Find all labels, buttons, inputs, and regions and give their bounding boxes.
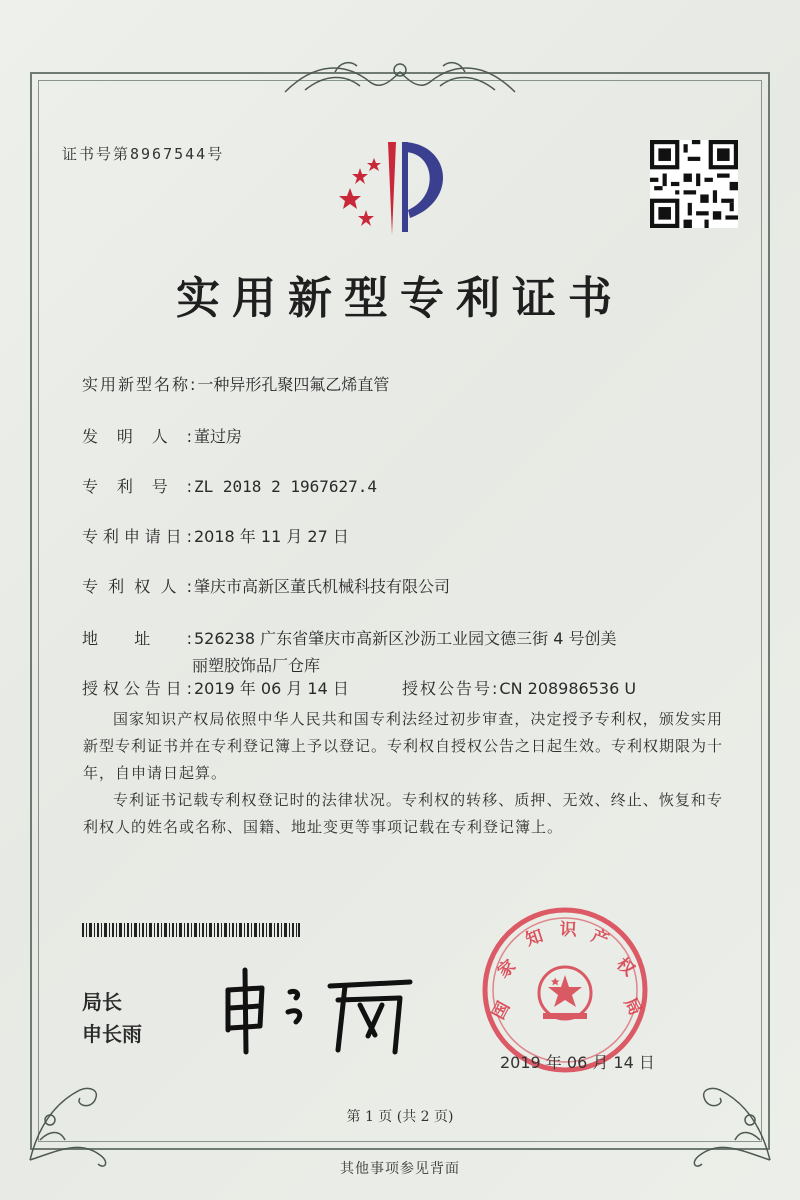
utility-model-name: 一种异形孔聚四氟乙烯直管 <box>197 375 390 394</box>
svg-text:知: 知 <box>523 926 546 951</box>
address-line1: 526238 广东省肇庆市高新区沙沥工业园文德三街 4 号创美 <box>194 629 617 648</box>
director-title: 局长 <box>82 990 122 1014</box>
grant-no: CN 208986536 U <box>499 679 637 698</box>
field-address-row <box>82 626 617 649</box>
body-paragraph-2: 专利证书记载专利权登记时的法律状况。专利权的转移、质押、无效、终止、恢复和专利权人的姓名或名称、国籍、地址变更等事项记载在专利登记簿上。 <box>83 791 723 836</box>
svg-text:家: 家 <box>493 956 520 983</box>
grant-date-label: 授权公告日: <box>82 679 194 698</box>
inventor-label: 发明人: <box>82 427 194 446</box>
patent-office-logo <box>330 130 470 240</box>
patent-no: ZL 2018 2 1967627.4 <box>194 477 378 496</box>
certificate-title: 实用新型专利证书 <box>176 273 624 324</box>
seal-date: 2019 年 06 月 14 日 <box>500 1053 655 1072</box>
address-label: 地址: <box>82 629 194 648</box>
top-ornament <box>275 52 525 102</box>
svg-text:国: 国 <box>488 998 515 1023</box>
svg-text:产: 产 <box>588 925 612 951</box>
field-name-row <box>82 372 389 395</box>
utility-model-name-label: 实用新型名称: <box>82 375 198 394</box>
field-grant-date-row <box>82 676 349 699</box>
footer-note: 其他事项参见背面 <box>340 1161 460 1177</box>
inventor: 董过房 <box>194 427 243 446</box>
application-date: 2018 年 11 月 27 日 <box>194 527 349 546</box>
field-application-date-row <box>82 524 349 547</box>
field-grant-no-row <box>402 676 636 699</box>
grant-no-label: 授权公告号: <box>402 679 500 698</box>
qr-code <box>650 140 738 228</box>
field-inventor-row <box>82 424 242 447</box>
field-patent-no-row <box>82 474 377 497</box>
page-number: 第 1 页 (共 2 页) <box>346 1109 454 1125</box>
patentee-label: 专利权人: <box>82 577 194 596</box>
svg-text:权: 权 <box>612 954 639 981</box>
barcode <box>82 923 300 937</box>
director-name: 申长雨 <box>82 1022 142 1046</box>
patent-no-label: 专利号: <box>82 477 194 496</box>
field-patentee-row <box>82 574 450 597</box>
address-line2: 丽塑胶饰品厂仓库 <box>192 656 321 675</box>
application-date-label: 专利申请日: <box>82 527 194 546</box>
grant-date: 2019 年 06 月 14 日 <box>194 679 349 698</box>
director-signature <box>210 960 440 1060</box>
svg-text:识: 识 <box>559 919 578 941</box>
patentee: 肇庆市高新区董氏机械科技有限公司 <box>194 577 451 596</box>
svg-text:局: 局 <box>619 994 646 1019</box>
certificate-number: 证书号第8967544号 <box>62 145 225 163</box>
certificate-body <box>83 706 723 841</box>
body-paragraph-1: 国家知识产权局依照中华人民共和国专利法经过初步审查，决定授予专利权，颁发实用新型专利证书并在专利登记簿上予以登记。专利权自授权公告之日起生效。专利权期限为十年，自申请日起算。 <box>83 710 724 782</box>
